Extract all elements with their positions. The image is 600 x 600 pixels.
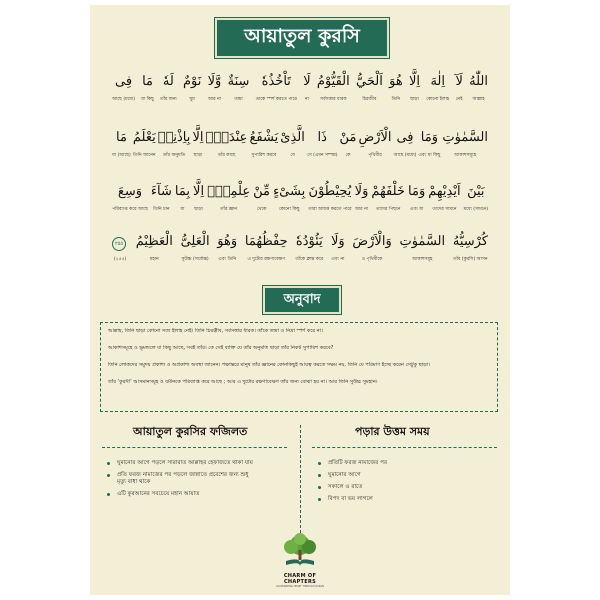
verse-word — [112, 129, 131, 159]
arabic-word: هُوَ — [389, 74, 403, 89]
arabic-word: وَمَا — [408, 184, 426, 199]
verse-word — [331, 233, 345, 263]
verse-word — [303, 73, 310, 103]
virtues-title: আয়াতুল কুরসির ফজিলত — [133, 425, 248, 438]
arabic-word: الْعَلِىُّ — [180, 234, 210, 249]
verse-word — [453, 233, 488, 263]
arabic-word: مَا — [142, 74, 153, 89]
arabic-word: وَلَا — [330, 234, 345, 249]
arabic-word: وَسِعَ — [117, 184, 143, 199]
verse-word — [245, 233, 288, 263]
verse-word — [256, 73, 297, 103]
arabic-word: مِّنْ — [253, 184, 271, 199]
word-meaning: তাদের সামনে — [432, 207, 457, 212]
arabic-word: الَّذِىْ — [280, 130, 305, 145]
best-time-divider — [312, 447, 497, 448]
arabic-word: وَمَا — [420, 130, 438, 145]
tree-book-icon — [278, 533, 322, 567]
verse-word — [358, 129, 391, 159]
arabic-word: بِاِذْنِهٖ — [157, 130, 191, 145]
word-meaning: আর না — [207, 97, 222, 102]
word-meaning: এবং না — [331, 257, 345, 262]
arabic-word: اِلَّا — [192, 130, 204, 145]
arabic-word: يُحِيْطُوْنَ — [308, 184, 352, 199]
page-title: আয়াতুল কুরসি — [244, 25, 360, 47]
verse-row — [112, 129, 488, 159]
verse-word — [307, 129, 338, 159]
word-meaning: কে — [345, 153, 351, 158]
arabic-word: وَلَا — [354, 184, 369, 199]
virtues-list — [107, 460, 292, 503]
verse-word — [352, 233, 391, 263]
verse-word — [394, 129, 417, 159]
verse-word — [442, 129, 488, 159]
logo-tagline: ILLUMINATING HEART THROUGH QURAN — [276, 585, 324, 588]
word-meaning: এ দুটোর রক্ষণাবেক্ষণ — [247, 257, 286, 262]
verse-word — [112, 237, 128, 263]
verse-word — [280, 129, 305, 159]
verse-word — [340, 129, 357, 159]
verse-word — [409, 73, 420, 103]
arabic-word: عِلْمِهٖۤ — [207, 184, 251, 199]
arabic-word: فِى — [115, 74, 133, 89]
arabic-word: تَاْخُذُهٗ — [261, 74, 291, 89]
section-title: অনুবাদ — [283, 291, 321, 307]
verse-row — [112, 183, 488, 213]
word-meaning: আকাশসমূহ — [412, 257, 433, 262]
word-meaning: আছে (মধ্যে) — [393, 153, 417, 158]
verse-word — [253, 183, 270, 213]
word-meaning: তিনি — [391, 97, 401, 102]
list-item: ঘুমানোর আগে পড়লে সারারাত আল্লাহর হেফাজতে থাকা যায় — [107, 460, 292, 467]
arabic-word: اِلَّا — [408, 74, 420, 89]
word-meaning: এবং যা কিছু — [418, 153, 441, 158]
word-meaning: আল্লাহ — [472, 97, 485, 102]
column-separator — [300, 425, 301, 543]
verse-word — [207, 183, 250, 213]
arabic-word: خَلْفَهُمْ — [371, 184, 405, 199]
arabic-word: اَيْدِيْهِمْ — [428, 184, 461, 199]
word-meaning: আকাশসমূহে — [454, 153, 477, 158]
word-meaning: কোনো ইলাহ — [426, 97, 450, 102]
arabic-word: الْاَرْضِ — [358, 130, 392, 145]
verse-word — [250, 129, 279, 159]
word-meaning: আর না — [354, 207, 369, 212]
best-time-title: পড়ার উত্তম সময় — [355, 425, 430, 438]
logo-name: CHARM OF CHAPTERS — [283, 573, 317, 585]
verse-word — [426, 73, 449, 103]
arabic-word: فِى — [396, 130, 414, 145]
verse-word — [193, 183, 204, 213]
verse-word — [160, 73, 177, 103]
translation-line: আকাশসমূহে ও ভূমন্ডলে যা কিছু আছে, সবই তাঁর। কে সেই ব্যক্তি যে তাঁর অনুমতি ছাড়া তাঁর নিকট সুপারিশ করবে? — [108, 345, 334, 351]
arabic-word: اللّٰهُ — [469, 74, 488, 89]
verse-word — [133, 129, 156, 159]
arabic-word: وَالْاَرْضَ — [352, 234, 392, 249]
verse-word — [371, 183, 405, 213]
word-meaning: থেকে — [256, 207, 267, 212]
verse-word — [464, 183, 488, 213]
arabic-word: السَّمٰوٰتِ — [442, 130, 488, 145]
verse-word — [141, 73, 154, 103]
arabic-word: اَلْحَيُّ — [356, 74, 383, 89]
translation-line: তিনি লোকদের সমুদয় প্রকাশ্য ও অপ্রকাশ্য অবস্থা জানেন। পক্ষান্তরে মানুষ তাঁর জ্ঞানের কোনকিছুই আয়ত্ব করতে সক্ষম নয়, তিনি যে পরিমাণ ইচ্ছে করেন সেটুকু ছাড়া। — [108, 362, 430, 368]
verse-word — [295, 233, 323, 263]
verse-word — [356, 73, 383, 103]
verse-word — [389, 73, 403, 103]
arabic-word: بِشَىْءٍ — [273, 184, 306, 199]
word-meaning: তাদের পিছনে — [376, 207, 401, 212]
word-meaning: ঘুম — [189, 97, 195, 102]
verse-word — [136, 233, 173, 263]
arabic-word: السَّمٰوٰتِ — [399, 234, 446, 249]
word-meaning: ছাড়া — [193, 153, 203, 158]
verse-word — [455, 73, 462, 103]
translation-line: তাঁর ‘কুরসী’ আসমানসমূহ ও যমীনকে পরিব্যাপ্ত করে আছে ; আর এ দুটোর রক্ষণাবেক্ষণ তাঁর জন্য বোঝা হয় না। আর তিনি সুউচ্চ সুমহান। — [108, 379, 378, 385]
word-meaning: তন্দ্রা — [234, 97, 243, 102]
word-meaning: তারা আয়ত্ত করতে পারে — [308, 207, 352, 212]
arabic-word: الْقَيُّوْمُ — [316, 74, 350, 89]
word-meaning: মধ্যে (সামনে) — [463, 207, 488, 212]
word-meaning: তাঁর অনুমতি — [162, 153, 186, 158]
arabic-word: وَّلَا — [207, 74, 222, 89]
arabic-word: اِلٰهَ — [430, 74, 445, 89]
arabic-word: يَشْفَعُ — [249, 130, 279, 145]
title-banner — [215, 18, 389, 58]
verse-word — [175, 183, 190, 213]
word-meaning: না — [304, 97, 309, 102]
verse-word — [158, 129, 191, 159]
translation-line: আল্লাহ, তিনি ছাড়া কোনো সত্য ইলাহ নেই। তিনি চিরঞ্জীব, সর্বসত্তার ধারক। তাঁকে তন্দ্রা ও নিদ্রা স্পর্শ করে না। — [108, 328, 323, 334]
verse-word — [399, 233, 445, 263]
word-meaning: তাঁর (কুরসি) আসন — [453, 257, 488, 262]
verse-word — [206, 129, 248, 159]
word-meaning: পরিব্যাপ্ত করে আছে — [112, 207, 148, 212]
arabic-word: يَعْلَمُ — [132, 130, 156, 145]
arabic-word: مَنْ — [339, 130, 357, 145]
ayah-number-icon: ٢٥٥ — [112, 237, 126, 251]
verse-word — [217, 233, 237, 263]
word-meaning: তাকে স্পর্শ করতে পারে — [255, 97, 297, 102]
arabic-word: لَهٗ — [162, 74, 174, 89]
word-meaning: এবং যা — [410, 207, 424, 212]
arabic-word: مَا — [116, 130, 127, 145]
best-time-list — [318, 460, 498, 508]
virtues-divider — [102, 447, 287, 448]
arabic-word: نَوْمٌ — [182, 74, 202, 89]
word-meaning: আছে (মধ্যে) — [112, 97, 135, 102]
arabic-word: حِفْظُهُمَا — [244, 234, 288, 249]
verse-word — [228, 73, 250, 103]
arabic-word: يَئُوْدُهٗ — [295, 234, 323, 249]
poster — [90, 5, 510, 595]
verse-word — [308, 183, 351, 213]
word-meaning: সুপারিশ করবে — [251, 153, 277, 158]
verse-word — [112, 73, 135, 103]
word-meaning: তাঁর জ্ঞান — [220, 207, 238, 212]
arabic-word: شَآءَ — [150, 184, 172, 199]
translation-box — [100, 322, 498, 412]
verse-word — [192, 129, 203, 159]
verse-word — [183, 73, 201, 103]
verse-word — [355, 183, 369, 213]
word-meaning: যা কিছু — [141, 97, 154, 102]
word-meaning: তাঁকে ক্লান্ত করে — [295, 257, 324, 262]
word-meaning: ছাড়া — [410, 97, 419, 102]
verse-word — [408, 183, 425, 213]
word-meaning: নেই — [455, 97, 463, 102]
verse-row — [112, 233, 488, 263]
arabic-word: لَآ — [455, 74, 463, 89]
word-meaning: তাঁর কাছে — [217, 153, 236, 158]
translation-banner — [263, 286, 341, 314]
word-meaning: যা — [180, 207, 185, 212]
word-meaning: কোনো কিছু — [278, 207, 300, 212]
word-meaning: মহান — [149, 257, 159, 262]
word-meaning: এবং তিনি — [218, 257, 237, 262]
arabic-word: اِلَّا — [193, 184, 205, 199]
word-meaning: তাঁর জন্য — [160, 97, 177, 102]
verse-word — [112, 183, 148, 213]
verse-word — [273, 183, 305, 213]
list-item: এটি কুরআনের সবচেয়ে মহান আয়াত — [107, 491, 292, 498]
arabic-word: وَهُوَ — [217, 234, 238, 249]
arabic-word: سِنَةٌ — [227, 74, 250, 89]
list-item: সকালে ও রাতে — [318, 484, 498, 491]
verse-word — [469, 73, 488, 103]
word-meaning: ছাড়া — [194, 207, 203, 212]
word-meaning: সুউচ্চ (সর্বোচ্চ) — [181, 257, 209, 262]
verse-word — [151, 183, 172, 213]
verse-word — [181, 233, 210, 263]
verse-word — [428, 183, 460, 213]
list-item: প্রতিটি ফরজ নামাজের পর — [318, 460, 498, 467]
verse-word — [419, 129, 441, 159]
arabic-word: ذَا — [317, 130, 327, 145]
arabic-word: لَا — [303, 74, 311, 89]
word-meaning: চিরজীব — [362, 97, 377, 102]
verse-row — [112, 73, 488, 103]
word-meaning: (২৫৫) — [113, 257, 127, 262]
arabic-word: عِنْدَهٗۤ — [205, 130, 248, 145]
arabic-word: الْعَظِيْمُ — [135, 234, 173, 249]
verse-word — [208, 73, 222, 103]
logo — [270, 533, 330, 587]
word-meaning: পৃথিবীর — [368, 153, 382, 158]
word-meaning: যা (আছে) — [112, 153, 131, 158]
list-item: প্রতি ফরজ নামাজের পর পড়লে জান্নাতে প্রবেশের জন্য শুধু মৃত্যু বাধা থাকে — [107, 472, 292, 486]
arabic-word: كُرْسِيُّهُ — [452, 234, 488, 249]
verse-word — [317, 73, 350, 103]
word-meaning: সে (এমন সম্পন্ন) — [306, 153, 338, 158]
word-meaning: তিনি চান — [153, 207, 170, 212]
arabic-word: بَيْنَ — [467, 184, 485, 199]
word-meaning: ও পৃথিবীকে — [361, 257, 383, 262]
list-item: বিপদ বা ভয় লাগলে — [318, 496, 498, 503]
word-meaning: যে — [290, 153, 295, 158]
word-meaning: তিনি জানেন — [133, 153, 156, 158]
arabic-word: بِمَا — [174, 184, 190, 199]
list-item: ঘুমানোর আগে — [318, 472, 498, 479]
word-meaning: সর্বসত্তার ধারক — [320, 97, 347, 102]
